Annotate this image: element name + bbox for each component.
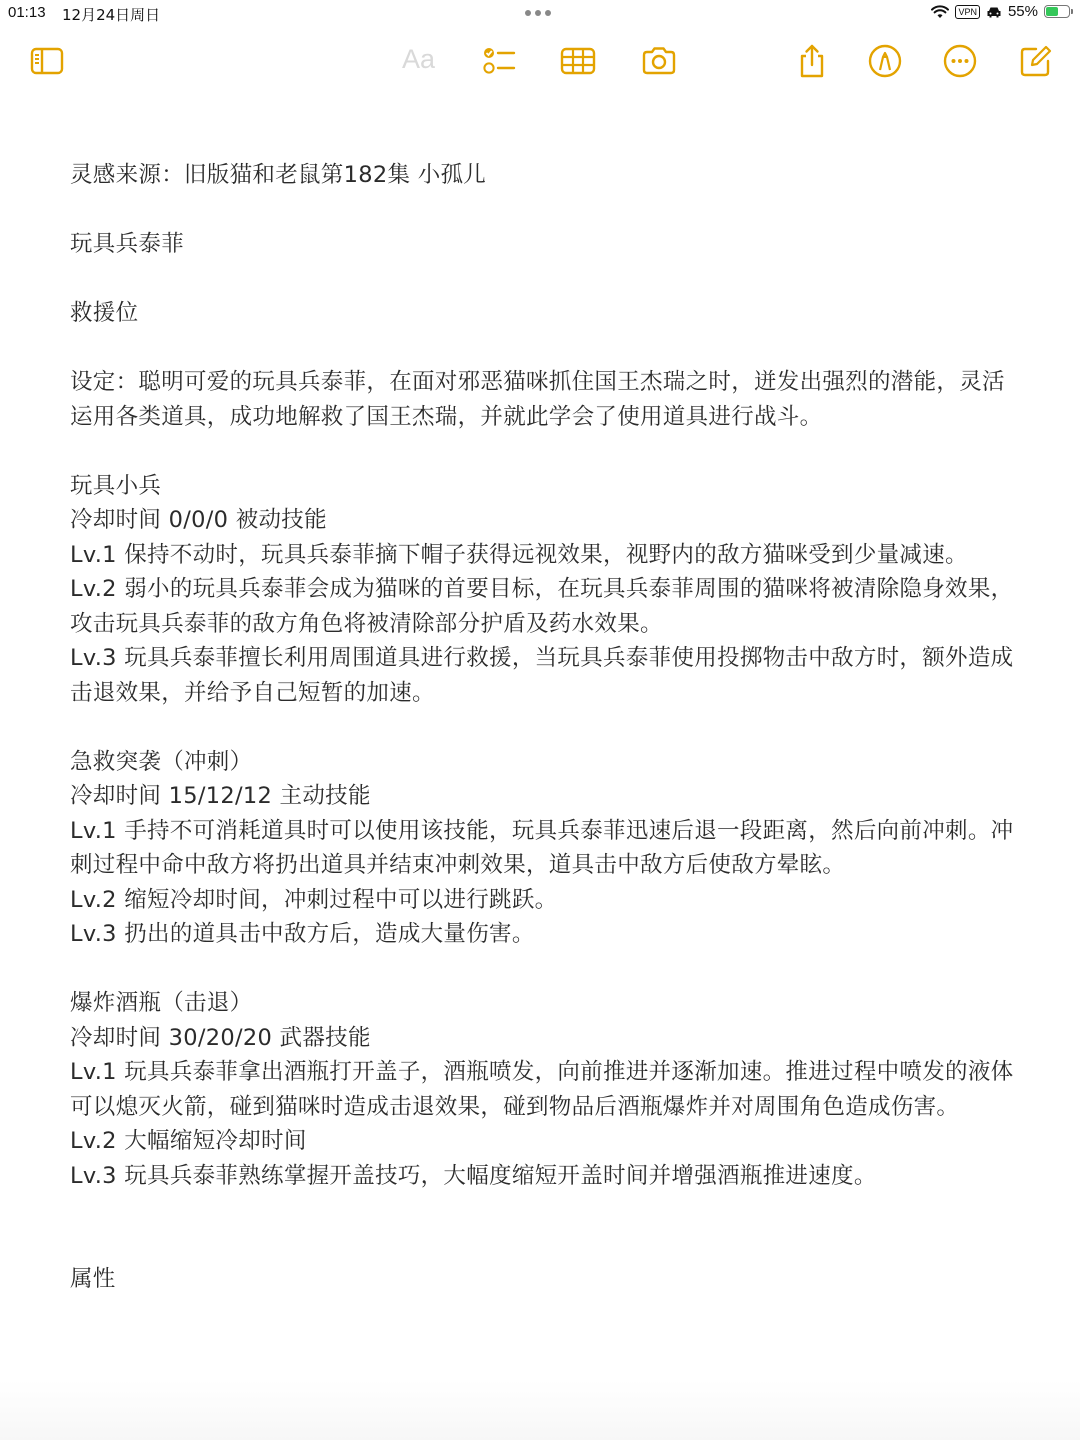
battery-icon	[1044, 5, 1070, 18]
status-indicators	[931, 3, 1070, 20]
skill-block-active	[70, 745, 1020, 952]
note-setting: 设定：聪明可爱的玩具兵泰菲，在面对邪恶猫咪抓住国王杰瑞之时，迸发出强烈的潜能，灵活运用各类道具，成功地解救了国王杰瑞，并就此学会了使用道具进行战斗。	[70, 369, 1005, 430]
checklist-icon	[481, 43, 517, 79]
table-button[interactable]	[559, 42, 597, 80]
more-icon	[942, 43, 978, 79]
skill-level-1: Lv.1 保持不动时，玩具兵泰菲摘下帽子获得远视效果，视野内的敌方猫咪受到少量减速。	[70, 541, 968, 568]
format-text-button[interactable]: Aa	[402, 44, 436, 74]
note-source-line: 灵感来源：旧版猫和老鼠第182集 小孤儿	[70, 162, 487, 188]
table-icon	[560, 43, 596, 79]
note-body[interactable]	[70, 158, 1020, 1297]
skill-cooldown: 冷却时间 30/20/20 武器技能	[70, 1024, 371, 1051]
skill-level-3: Lv.3 玩具兵泰菲擅长利用周围道具进行救援，当玩具兵泰菲使用投掷物击中敌方时，额外造成击退效果，并给予自己短暂的加速。	[70, 645, 1014, 706]
skill-level-3: Lv.3 扔出的道具击中敌方后，造成大量伤害。	[70, 921, 535, 947]
sidebar-icon	[29, 43, 65, 79]
skill-level-1: Lv.1 玩具兵泰菲拿出酒瓶打开盖子，酒瓶喷发，向前推进并逐渐加速。推进过程中喷发的液体可以熄灭火箭，碰到猫咪时造成击退效果，碰到物品后酒瓶爆炸并对周围角色造成伤害。	[70, 1059, 1014, 1120]
note-character-name: 玩具兵泰菲	[70, 231, 185, 257]
battery-percent: 55%	[1007, 3, 1038, 20]
skill-level-3: Lv.3 玩具兵泰菲熟练掌握开盖技巧，大幅度缩短开盖时间并增强酒瓶推进速度。	[70, 1162, 877, 1189]
camera-button[interactable]	[640, 42, 678, 80]
skill-cooldown: 冷却时间 0/0/0 被动技能	[70, 507, 327, 533]
skill-name: 爆炸酒瓶（击退）	[70, 990, 253, 1016]
car-icon	[986, 6, 1002, 18]
markup-pen-icon	[867, 43, 903, 79]
skill-level-1: Lv.1 手持不可消耗道具时可以使用该技能，玩具兵泰菲迅速后退一段距离，然后向前冲刺。冲刺过程中命中敌方将扔出道具并结束冲刺效果，道具击中敌方后使敌方晕眩。	[70, 817, 1014, 878]
bottom-fade	[0, 1380, 1080, 1440]
sidebar-toggle-button[interactable]	[28, 42, 66, 80]
multitasking-dots-icon[interactable]	[525, 10, 551, 16]
more-options-button[interactable]	[941, 42, 979, 80]
skill-name: 急救突袭（冲刺）	[70, 748, 253, 775]
skill-level-2: Lv.2 大幅缩短冷却时间	[70, 1128, 307, 1154]
skill-level-2: Lv.2 弱小的玩具兵泰菲会成为猫咪的首要目标，在玩具兵泰菲周围的猫咪将被清除隐身效果，攻击玩具兵泰菲的敌方角色将被清除部分护盾及药水效果。	[70, 576, 1014, 637]
camera-icon	[641, 43, 677, 79]
skill-cooldown: 冷却时间 15/12/12 主动技能	[70, 783, 371, 809]
skill-block-weapon	[70, 986, 1020, 1193]
status-time: 01:13	[8, 4, 46, 21]
new-note-button[interactable]	[1017, 42, 1055, 80]
share-button[interactable]	[793, 42, 831, 80]
skill-block-passive	[70, 469, 1020, 711]
markup-button[interactable]	[866, 42, 904, 80]
status-bar	[0, 0, 1080, 28]
checklist-button[interactable]	[480, 42, 518, 80]
wifi-icon	[931, 5, 949, 19]
note-role: 救援位	[70, 300, 139, 326]
status-date: 12月24日周日	[62, 6, 161, 24]
battery-level-fill	[1046, 7, 1058, 16]
share-icon	[794, 43, 830, 79]
skill-level-2: Lv.2 缩短冷却时间，冲刺过程中可以进行跳跃。	[70, 886, 558, 913]
compose-icon	[1018, 43, 1054, 79]
skill-name: 玩具小兵	[70, 472, 162, 499]
vpn-badge: VPN	[955, 5, 980, 19]
attributes-heading: 属性	[70, 1266, 116, 1292]
